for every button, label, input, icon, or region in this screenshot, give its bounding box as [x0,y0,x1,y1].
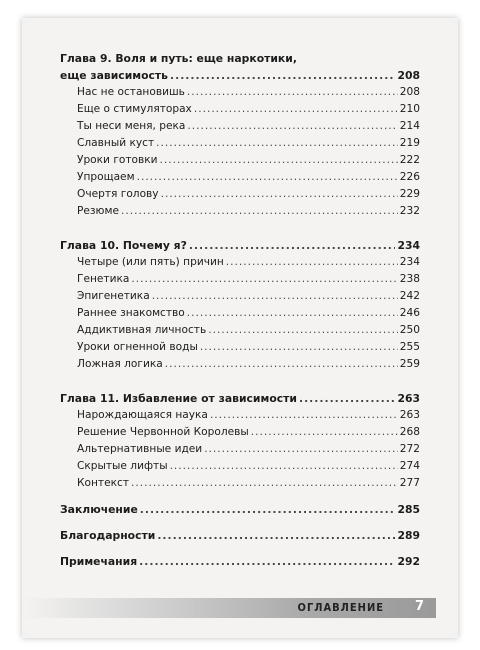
toc-entry [60,186,420,203]
dot-leader [187,84,398,101]
toc-entry-page: 255 [399,341,420,353]
table-of-contents [60,50,420,570]
toc-entry [60,339,420,356]
toc-conclusion-page: 285 [397,503,420,516]
dot-leader [160,152,398,169]
toc-chapter-11 [60,390,420,407]
toc-entry-title: Альтернативные идеи [77,443,203,455]
toc-chapter-9 [60,67,420,84]
dot-leader [299,390,395,407]
toc-entry [60,135,420,152]
dot-leader [165,356,398,373]
toc-entry-title: Уроки готовки [77,154,158,166]
toc-entry-page: 277 [399,477,420,489]
dot-leader [187,305,398,322]
toc-entry [60,441,420,458]
toc-conclusion-title: Заключение [60,503,138,516]
toc-entry-title: Ты неси меня, река [77,120,186,132]
toc-entry [60,322,420,339]
toc-conclusion [60,501,420,518]
toc-entry-page: 259 [399,358,420,370]
toc-entry [60,288,420,305]
dot-leader [131,475,398,492]
toc-entry-page: 250 [399,324,420,336]
toc-entry-page: 229 [399,188,420,200]
toc-entry-page: 232 [399,205,420,217]
toc-entry-page: 234 [399,256,420,268]
toc-entry-title: Аддиктивная личность [77,324,207,336]
toc-acknowledgements-page: 289 [397,529,420,542]
dot-leader [251,424,398,441]
toc-entry-page: 208 [399,86,420,98]
toc-chapter-10-page: 234 [397,239,420,252]
dot-leader [170,67,395,84]
toc-entry [60,152,420,169]
toc-entry-page: 274 [399,460,420,472]
dot-leader [208,322,398,339]
book-page [22,18,458,638]
toc-entry [60,271,420,288]
toc-entry-page: 268 [399,426,420,438]
dot-leader [137,169,398,186]
toc-chapter-9-title-part2: еще зависимость [60,69,168,82]
toc-notes [60,553,420,570]
dot-leader [139,553,395,570]
toc-entry [60,84,420,101]
toc-chapter-10-title: Глава 10. Почему я? [60,239,187,252]
toc-entry-page: 210 [399,103,420,115]
page-number: 7 [414,599,424,614]
dot-leader [194,101,398,118]
toc-entry-title: Контекст [77,477,130,489]
toc-entry [60,118,420,135]
toc-entry-title: Очертя голову [77,188,159,200]
toc-entry-page: 226 [399,171,420,183]
toc-entry-page: 263 [399,409,420,421]
toc-entry [60,203,420,220]
toc-entry-page: 238 [399,273,420,285]
dot-leader [121,203,398,220]
spacer [60,492,420,501]
toc-entry-title: Нас не остановишь [77,86,185,98]
toc-entry [60,475,420,492]
toc-entry-title: Скрытые лифты [77,460,168,472]
toc-entry-title: Еще о стимуляторах [77,103,192,115]
toc-entry [60,254,420,271]
dot-leader [131,271,397,288]
dot-leader [140,501,396,518]
spacer [60,544,420,553]
toc-entry-page: 214 [399,120,420,132]
toc-entry-title: Славный куст [77,137,155,149]
dot-leader [161,186,398,203]
footer-section-label: ОГЛАВЛЕНИЕ [297,601,384,614]
dot-leader [204,441,398,458]
toc-chapter-11-page: 263 [397,392,420,405]
toc-entry-title: Раннее знакомство [77,307,185,319]
toc-entry-title: Упрощаем [77,171,135,183]
toc-entry [60,356,420,373]
toc-entry-title: Эпигенетика [77,290,150,302]
toc-entry-title: Решение Червонной Королевы [77,426,249,438]
toc-entry [60,407,420,424]
spacer [60,373,420,390]
running-footer [22,598,436,618]
toc-chapter-9-title-part1: Глава 9. Воля и путь: еще наркотики, [60,52,297,65]
spacer [60,220,420,237]
toc-entry [60,458,420,475]
toc-acknowledgements [60,527,420,544]
toc-acknowledgements-title: Благодарности [60,529,156,542]
dot-leader [170,458,398,475]
toc-entry-page: 242 [399,290,420,302]
toc-entry [60,305,420,322]
toc-notes-title: Примечания [60,555,138,568]
toc-entry-title: Нарождающаяся наука [77,409,208,421]
dot-leader [157,527,395,544]
toc-entry-page: 219 [399,137,420,149]
spacer [60,518,420,527]
toc-chapter-9-page: 208 [397,69,420,82]
toc-notes-page: 292 [397,555,420,568]
dot-leader [156,135,398,152]
toc-entry-title: Резюме [77,205,119,217]
toc-entry [60,101,420,118]
toc-entry [60,169,420,186]
toc-entry-page: 246 [399,307,420,319]
toc-entry [60,424,420,441]
dot-leader [210,407,398,424]
dot-leader [189,237,396,254]
toc-entry-title: Ложная логика [77,358,163,370]
toc-entry-page: 222 [399,154,420,166]
dot-leader [152,288,398,305]
dot-leader [187,118,397,135]
toc-entry-title: Уроки огненной воды [77,341,198,353]
toc-chapter-10 [60,237,420,254]
toc-chapter-9-title-line1 [60,50,420,67]
toc-entry-page: 272 [399,443,420,455]
toc-entry-title: Генетика [77,273,130,285]
toc-entry-title: Четыре (или пять) причин [77,256,224,268]
toc-chapter-11-title: Глава 11. Избавление от зависимости [60,392,297,405]
dot-leader [200,339,398,356]
dot-leader [226,254,398,271]
